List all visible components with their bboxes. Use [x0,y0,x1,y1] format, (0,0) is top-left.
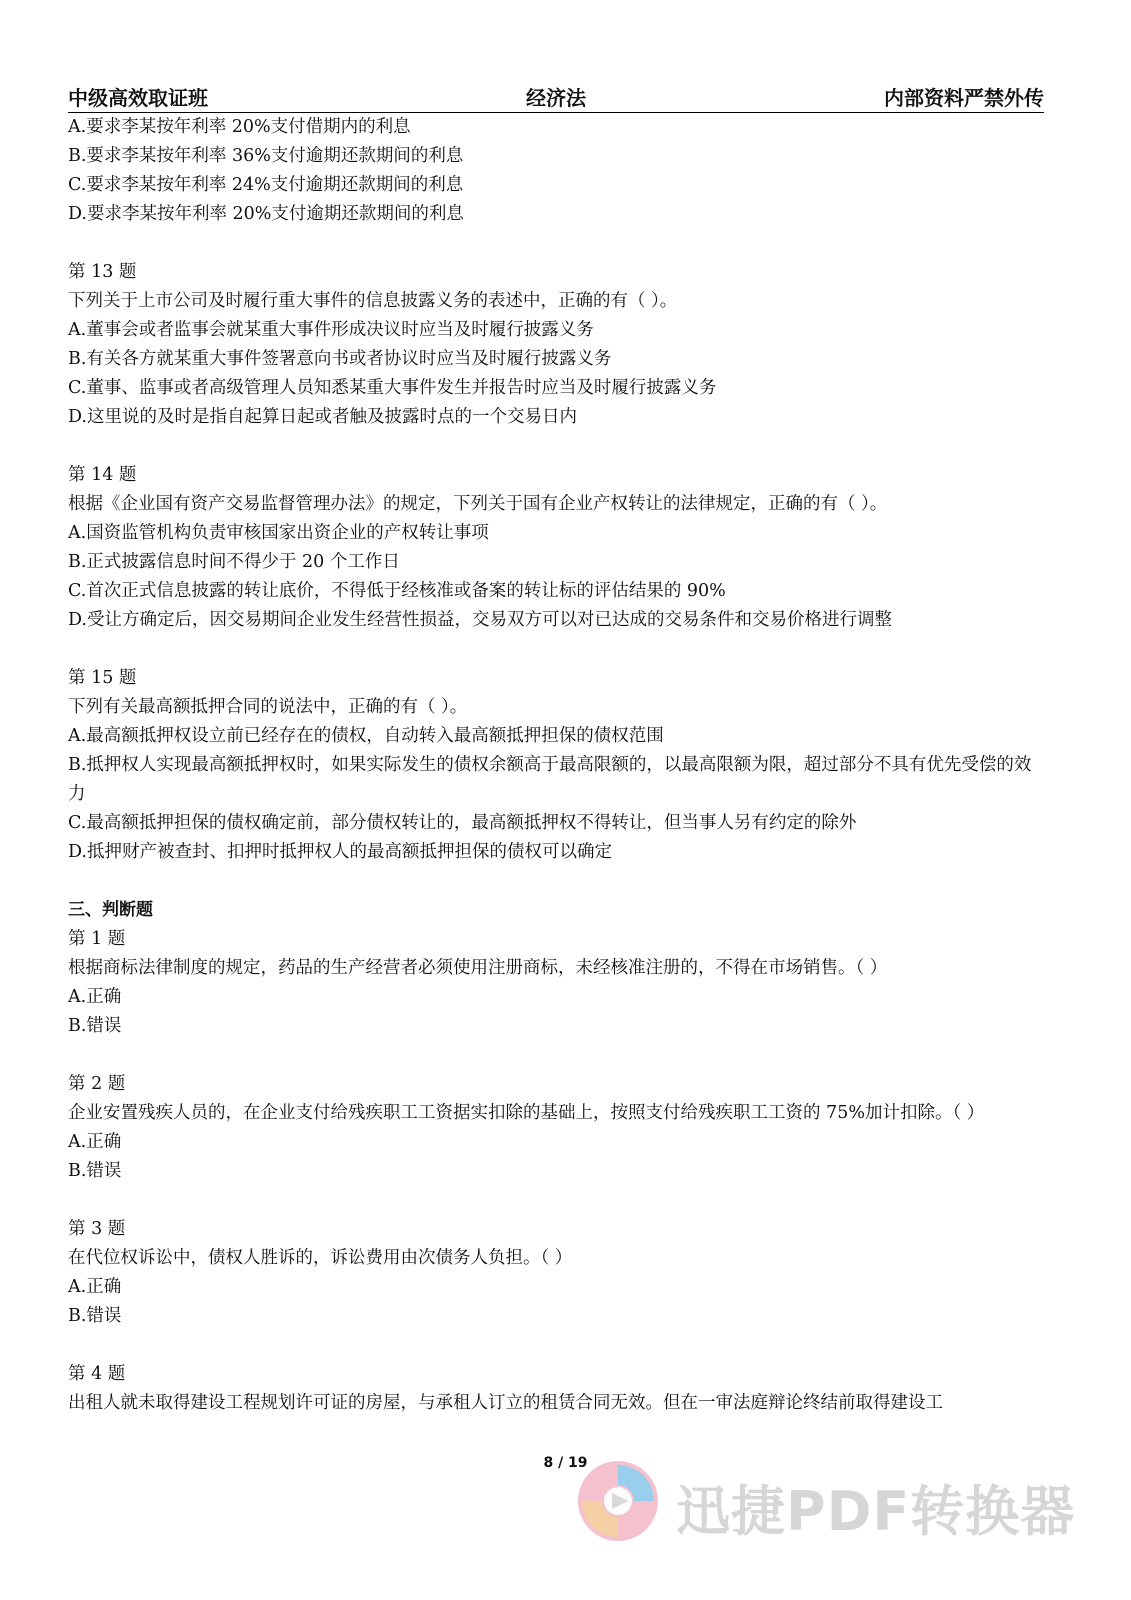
option-c: C.首次正式信息披露的转让底价，不得低于经核准或备案的转让标的评估结果的 90% [68,581,726,601]
question-title: 第 1 题 [68,929,126,949]
question-stem: 出租人就未取得建设工程规划许可证的房屋，与承租人订立的租赁合同无效。但在一审法庭辩论终结前取得建设工 [68,1393,943,1413]
option-c: C.要求李某按年利率 24%支付逾期还款期间的利息 [68,175,464,195]
option-c: C.最高额抵押担保的债权确定前，部分债权转让的，最高额抵押权不得转让，但当事人另有约定的除外 [68,813,857,833]
question-stem: 根据《企业国有资产交易监督管理办法》的规定，下列关于国有企业产权转让的法律规定，正确的有（ ）。 [68,494,888,514]
option-b: B.抵押权人实现最高额抵押权时，如果实际发生的债权余额高于最高限额的，以最高限额为限，超过部分不具有优先受偿的效力 [68,755,1032,804]
option-d: D.要求李某按年利率 20%支付逾期还款期间的利息 [68,204,464,224]
question-title: 第 2 题 [68,1074,126,1094]
option-b: B.正式披露信息时间不得少于 20 个工作日 [68,552,400,572]
question-stem: 根据商标法律制度的规定，药品的生产经营者必须使用注册商标，未经核准注册的，不得在市场销售。（ ） [68,958,888,978]
option-a: A.董事会或者监事会就某重大事件形成决议时应当及时履行披露义务 [68,320,594,340]
question-stem: 在代位权诉讼中，债权人胜诉的，诉讼费用由次债务人负担。（ ） [68,1248,573,1268]
question-stem: 企业安置残疾人员的，在企业支付给残疾职工工资据实扣除的基础上，按照支付给残疾职工工资的 75%加计扣除。（ ） [68,1103,985,1123]
page-header [68,80,1044,113]
option-d: D.受让方确定后，因交易期间企业发生经营性损益，交易双方可以对已达成的交易条件和交易价格进行调整 [68,610,892,630]
question-title: 第 4 题 [68,1364,126,1384]
header-subject: 经济法 [526,86,586,110]
judgement-1 [68,925,1044,1041]
option-a: A.正确 [68,1132,122,1152]
question-stem: 下列有关最高额抵押合同的说法中，正确的有（ ）。 [68,697,468,717]
xunjie-logo-icon [572,1455,664,1547]
option-a: A.最高额抵押权设立前已经存在的债权，自动转入最高额抵押担保的债权范围 [68,726,664,746]
question-title: 第 15 题 [68,668,137,688]
judgement-4 [68,1360,1044,1418]
question-12-options [68,113,1044,229]
option-c: C.董事、监事或者高级管理人员知悉某重大事件发生并报告时应当及时履行披露义务 [68,378,717,398]
option-a: A.国资监管机构负责审核国家出资企业的产权转让事项 [68,523,489,543]
question-title: 第 14 题 [68,465,137,485]
question-title: 第 3 题 [68,1219,126,1239]
option-b: B.错误 [68,1161,122,1181]
option-b: B.有关各方就某重大事件签署意向书或者协议时应当及时履行披露义务 [68,349,612,369]
option-d: D.这里说的及时是指自起算日起或者触及披露时点的一个交易日内 [68,407,577,427]
question-14 [68,461,1044,635]
header-course-name: 中级高效取证班 [68,86,208,110]
watermark-text: 迅捷PDF转换器 [676,1480,1076,1543]
question-15 [68,664,1044,867]
page-number: 8 / 19 [543,1455,588,1471]
watermark [572,1455,1092,1555]
option-a: A.正确 [68,987,122,1007]
header-notice: 内部资料严禁外传 [884,86,1044,110]
section-heading: 三、判断题 [68,900,153,920]
question-title: 第 13 题 [68,262,137,282]
document-body [68,113,1044,1418]
judgement-3 [68,1215,1044,1331]
option-d: D.抵押财产被查封、扣押时抵押权人的最高额抵押担保的债权可以确定 [68,842,612,862]
option-b: B.错误 [68,1306,122,1326]
question-13 [68,258,1044,432]
option-b: B.错误 [68,1016,122,1036]
question-stem: 下列关于上市公司及时履行重大事件的信息披露义务的表述中，正确的有（ ）。 [68,291,678,311]
option-a: A.要求李某按年利率 20%支付借期内的利息 [68,117,411,137]
option-b: B.要求李某按年利率 36%支付逾期还款期间的利息 [68,146,464,166]
option-a: A.正确 [68,1277,122,1297]
judgement-2 [68,1070,1044,1186]
